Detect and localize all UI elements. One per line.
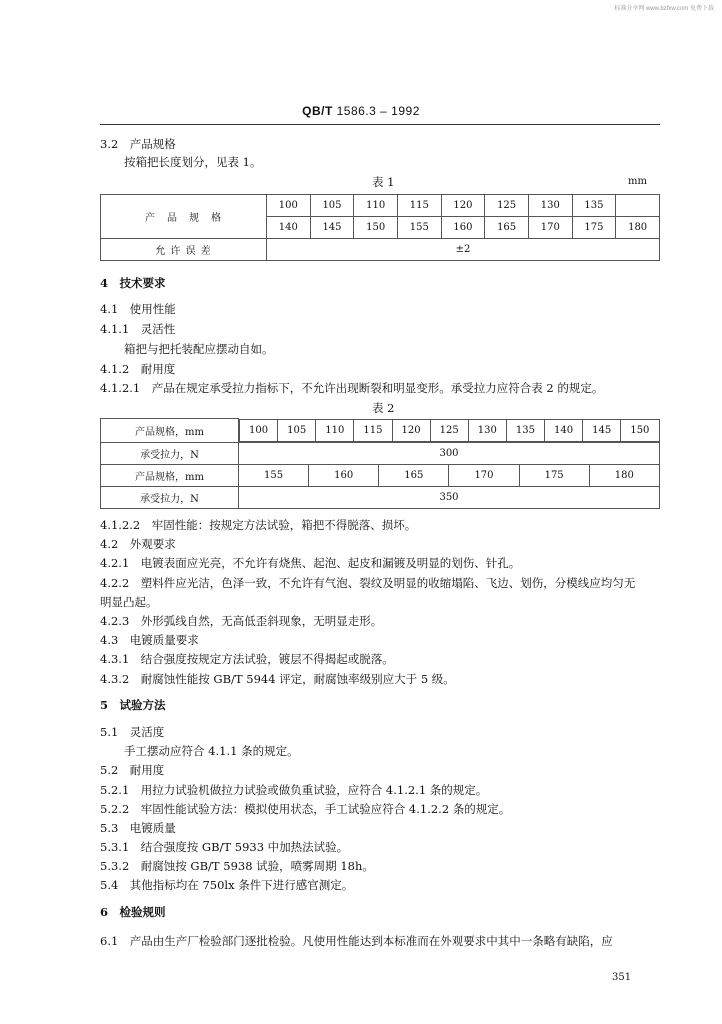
table2-row1-group xyxy=(239,419,660,443)
table2-cell: 150 xyxy=(621,419,659,441)
table1-tolerance-value: ±2 xyxy=(267,239,660,261)
table1-cell: 180 xyxy=(616,217,660,239)
section-4-heading: 4 技术要求 xyxy=(100,276,166,290)
table2-spec-label: 产品规格，mm xyxy=(101,419,239,443)
section-4-1-heading: 4.1 使用性能 xyxy=(100,302,176,316)
table2-cell: 180 xyxy=(589,464,659,486)
table-2 xyxy=(100,418,660,509)
section-5-4-text: 5.4 其他指标均在 750lx 条件下进行感官测定。 xyxy=(100,878,354,892)
watermark: 标准分享网 www.bzfxw.com 免费下载 xyxy=(614,6,714,12)
section-5-3-1-text: 5.3.1 结合强度按 GB/T 5933 中加热法试验。 xyxy=(100,840,349,854)
table2-force-value: 300 xyxy=(239,442,660,464)
table1-cell: 105 xyxy=(310,195,354,217)
section-4-1-2-2-text: 4.1.2.2 牢固性能：按规定方法试验，箱把不得脱落、损坏。 xyxy=(100,518,417,532)
table2-force-value: 350 xyxy=(239,486,660,508)
table2-cell: 105 xyxy=(278,419,316,441)
table2-cell: 100 xyxy=(240,419,278,441)
standard-number: 1586.3 – 1992 xyxy=(336,104,420,118)
table1-cell: 145 xyxy=(310,217,354,239)
table1-cell: 125 xyxy=(485,195,529,217)
table1-cell: 135 xyxy=(572,195,616,217)
table1-cell: 115 xyxy=(397,195,441,217)
table1-cell: 140 xyxy=(267,217,311,239)
table2-cell: 125 xyxy=(430,419,468,441)
table1-cell: 170 xyxy=(528,217,572,239)
section-4-1-2-1-text: 4.1.2.1 产品在规定承受拉力指标下，不允许出现断裂和明显变形。承受拉力应符合表 2 的规定。 xyxy=(100,381,604,395)
section-4-2-2-text-cont: 明显凸起。 xyxy=(100,595,158,609)
table1-unit: mm xyxy=(628,176,647,187)
section-3-2-heading: 3.2 产品规格 xyxy=(100,137,176,151)
table2-force-label: 承受拉力，N xyxy=(101,442,239,464)
table2-cell: 160 xyxy=(309,464,379,486)
section-4-2-3-text: 4.2.3 外形弧线自然，无高低歪斜现象，无明显走形。 xyxy=(100,614,383,628)
table1-cell: 165 xyxy=(485,217,529,239)
table2-cell: 165 xyxy=(379,464,449,486)
section-6-1-text: 6.1 产品由生产厂检验部门逐批检验。凡使用性能达到本标准而在外观要求中其中一条略有缺陷，应 xyxy=(100,934,613,948)
page-number: 351 xyxy=(612,972,632,983)
section-5-3-2-text: 5.3.2 耐腐蚀按 GB/T 5938 试验，喷雾周期 18h。 xyxy=(100,859,374,873)
section-6-heading: 6 检验规则 xyxy=(100,905,166,919)
standard-code: QB/T xyxy=(302,104,333,118)
table1-cell: 130 xyxy=(528,195,572,217)
section-4-2-2-text: 4.2.2 塑料件应光洁，色泽一致，不允许有气泡、裂纹及明显的收缩塌陷、飞边、划伤，分模线应均匀无 xyxy=(100,576,636,590)
table2-caption: 表 2 xyxy=(372,401,395,415)
table2-cell: 145 xyxy=(583,419,621,441)
section-5-3-heading: 5.3 电镀质量 xyxy=(100,821,176,835)
section-4-3-1-text: 4.3.1 结合强度按规定方法试验，镀层不得揭起或脱落。 xyxy=(100,652,394,666)
table1-cell: 120 xyxy=(441,195,485,217)
table2-force-label: 承受拉力，N xyxy=(101,486,239,508)
table1-caption: 表 1 xyxy=(372,175,395,189)
section-4-3-heading: 4.3 电镀质量要求 xyxy=(100,633,199,647)
table2-cell: 135 xyxy=(506,419,544,441)
table1-cell: 150 xyxy=(354,217,398,239)
table2-cell: 155 xyxy=(239,464,309,486)
section-5-2-2-text: 5.2.2 牢固性能试验方法：模拟使用状态，手工试验应符合 4.1.2.2 条的规定。 xyxy=(100,802,511,816)
standard-header xyxy=(0,104,722,118)
table1-cell: 160 xyxy=(441,217,485,239)
section-5-2-heading: 5.2 耐用度 xyxy=(100,763,165,777)
table1-tolerance-label: 允 许 误 差 xyxy=(101,239,267,261)
table1-spec-label: 产 品 规 格 xyxy=(101,195,267,239)
table2-cell: 170 xyxy=(449,464,519,486)
table2-cell: 175 xyxy=(519,464,589,486)
section-4-2-heading: 4.2 外观要求 xyxy=(100,537,176,551)
section-4-1-1-heading: 4.1.1 灵活性 xyxy=(100,322,176,336)
section-4-1-2-heading: 4.1.2 耐用度 xyxy=(100,362,176,376)
table2-cell: 120 xyxy=(392,419,430,441)
table2-spec-label: 产品规格，mm xyxy=(101,464,239,486)
section-3-2-text: 按箱把长度划分，见表 1。 xyxy=(124,155,262,169)
header-rule xyxy=(100,124,660,125)
table1-cell: 155 xyxy=(397,217,441,239)
table2-cell: 130 xyxy=(468,419,506,441)
section-4-1-1-text: 箱把与把托装配应摆动自如。 xyxy=(124,342,274,356)
table1-cell xyxy=(616,195,660,217)
section-5-1-heading: 5.1 灵活度 xyxy=(100,725,165,739)
table1-cell: 110 xyxy=(354,195,398,217)
table2-cell: 115 xyxy=(354,419,392,441)
section-5-2-1-text: 5.2.1 用拉力试验机做拉力试验或做负重试验，应符合 4.1.2.1 条的规定。 xyxy=(100,783,488,797)
table1-cell: 175 xyxy=(572,217,616,239)
section-4-3-2-text: 4.3.2 耐腐蚀性能按 GB/T 5944 评定，耐腐蚀率级别应大于 5 级。 xyxy=(100,672,455,686)
table1-cell: 100 xyxy=(267,195,311,217)
table2-cell: 110 xyxy=(316,419,354,441)
section-5-heading: 5 试验方法 xyxy=(100,698,166,712)
table-1 xyxy=(100,194,660,261)
section-5-1-text: 手工摆动应符合 4.1.1 条的规定。 xyxy=(124,744,299,758)
table2-cell: 140 xyxy=(545,419,583,441)
section-4-2-1-text: 4.2.1 电镀表面应光亮，不允许有烧焦、起泡、起皮和漏镀及明显的划伤、针孔。 xyxy=(100,556,521,570)
